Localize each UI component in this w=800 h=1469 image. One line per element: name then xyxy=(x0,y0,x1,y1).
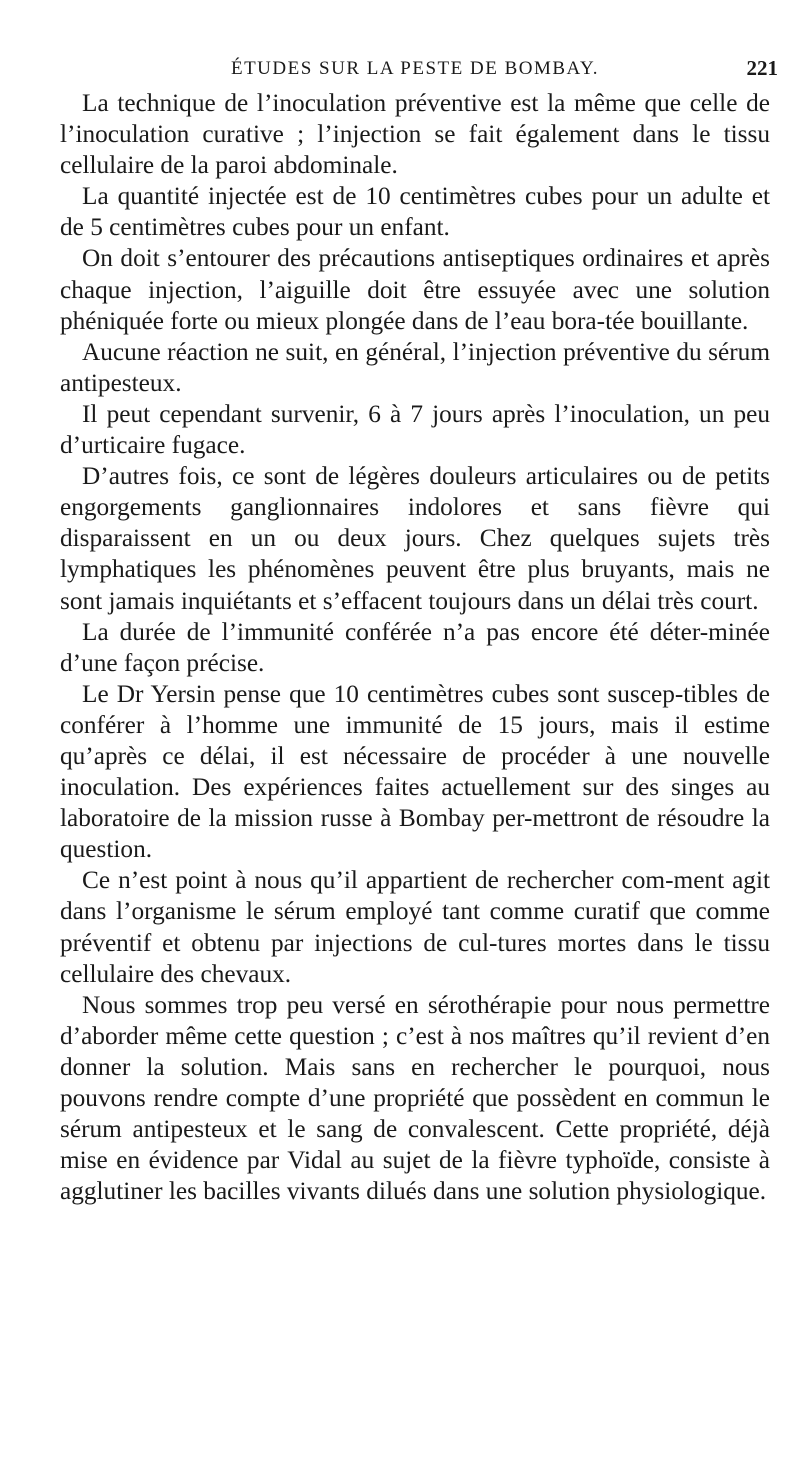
paragraph-serotherapie: Nous sommes trop peu versé en sérothérapie pour nous permettre d’aborder même cette question ; c’est à nos maîtres qu’il revient d’en donner la solution. Mais sans en rechercher le pourquoi, nous pouvons rendre compte d’une propriété que possèdent en commun le sérum antipesteux et le sang de convalescent. Cette propriété, déjà mise en évidence par Vidal au sujet de la fièvre typhoïde, consiste à agglutiner les bacilles vivants dilués dans une solution physiologique. xyxy=(60,990,770,1206)
body-text xyxy=(60,88,770,1207)
running-head xyxy=(60,52,778,82)
page-number: 221 xyxy=(746,56,778,80)
paragraph-urticaire: Il peut cependant survenir, 6 à 7 jours après l’inoculation, un peu d’urticaire fugace. xyxy=(60,399,770,460)
running-title: ÉTUDES SUR LA PESTE DE BOMBAY. xyxy=(230,58,600,79)
paragraph-yersin: Le Dr Yersin pense que 10 centimètres cubes sont suscep-tibles de conférer à l’homme une immunité de 15 jours, mais il estime qu’après ce délai, il est nécessaire de procéder à une nouvelle inoculation. Des expériences faites actuellement sur des singes au laboratoire de la mission russe à Bombay per-mettront de résoudre la question. xyxy=(60,679,770,864)
paragraph-duree-immunite: La durée de l’immunité conférée n’a pas encore été déter-minée d’une façon précise. xyxy=(60,617,770,677)
book-page xyxy=(60,52,778,1207)
paragraph-douleurs: D’autres fois, ce sont de légères douleurs articulaires ou de petits engorgements ganglionnaires indolores et sans fièvre qui disparaissent en un ou deux jours. Chez quelques sujets très lymphatiques les phénomènes peuvent être plus bruyants, mais ne sont jamais inquiétants et s’effacent toujours dans un délai très court. xyxy=(60,462,770,615)
paragraph-reaction: Aucune réaction ne suit, en général, l’injection préventive du sérum antipesteux. xyxy=(60,337,770,397)
paragraph-mecanisme: Ce n’est point à nous qu’il appartient de rechercher com-ment agit dans l’organisme le sérum employé tant comme curatif que comme préventif et obtenu par injections de cul-tures mortes dans le tissu cellulaire des chevaux. xyxy=(60,866,770,988)
paragraph-quantite: La quantité injectée est de 10 centimètres cubes pour un adulte et de 5 centimètres cubes pour un enfant. xyxy=(60,182,770,242)
paragraph-technique: La technique de l’inoculation préventive est la même que celle de l’inoculation curative ; l’injection se fait également dans le tissu cellulaire de la paroi abdominale. xyxy=(60,89,770,180)
paragraph-precautions: On doit s’entourer des précautions antiseptiques ordinaires et après chaque injection, l’aiguille doit être essuyée avec une solution phéniquée forte ou mieux plongée dans de l’eau bora-tée bouillante. xyxy=(60,244,770,335)
